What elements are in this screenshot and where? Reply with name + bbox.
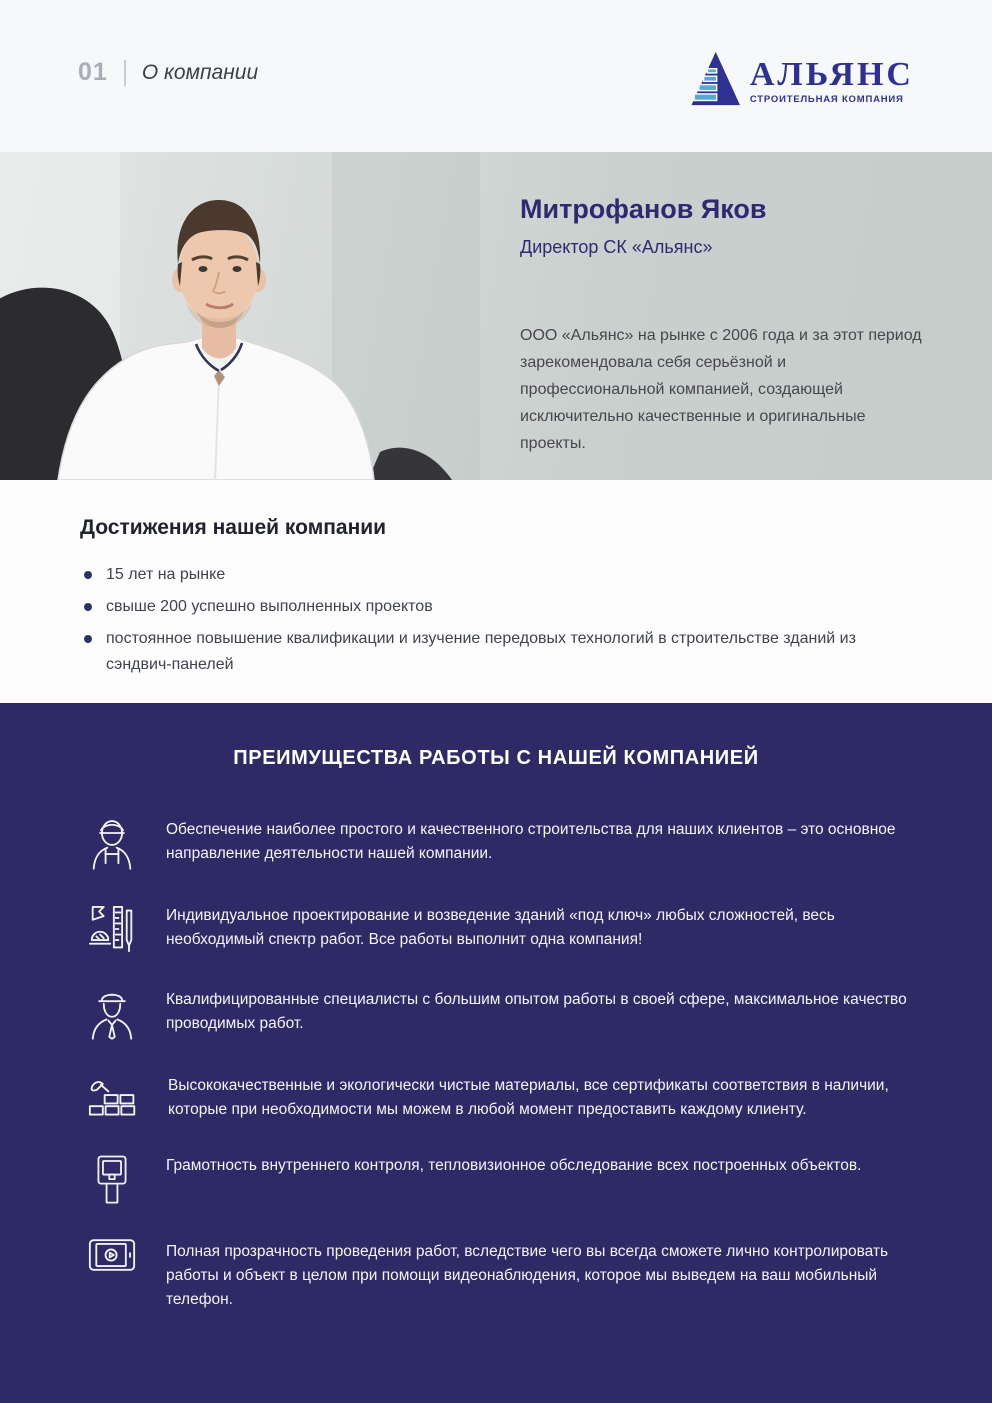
director-photo <box>0 152 480 485</box>
director-hero-band <box>0 152 992 480</box>
achievement-item: постоянное повышение квалификации и изучение передовых технологий в строительстве зданий из сэндвич-панелей <box>80 626 910 678</box>
company-description: ООО «Альянс» на рынке с 2006 года и за этот период зарекомендовала себя серьёзной и профессиональной компанией, создающей исключительно качественные и оригинальные проекты. <box>520 327 922 452</box>
achievements-list <box>80 562 912 678</box>
page-header <box>0 0 992 152</box>
section-number: 01 <box>78 58 108 86</box>
advantage-row <box>88 816 912 872</box>
thermal-camera-icon <box>88 1152 136 1208</box>
director-name: Митрофанов Яков <box>520 194 767 224</box>
director-position: Директор СК «Альянс» <box>520 237 713 257</box>
bricks-icon <box>88 1072 138 1120</box>
advantages-title: ПРЕИМУЩЕСТВА РАБОТЫ С НАШЕЙ КОМПАНИЕЙ <box>233 747 759 769</box>
advantage-text: Полная прозрачность проведения работ, вследствие чего вы всегда сможете лично контролировать работы и объект в целом при помощи видеонаблюдения, которое мы выведем на ваш мобильный телефон. <box>166 1243 889 1308</box>
page-title: О компании <box>141 60 259 84</box>
section-indicator <box>78 58 258 87</box>
advantage-row <box>88 1238 912 1312</box>
advantage-row <box>88 986 912 1042</box>
advantages-section <box>0 703 992 1403</box>
advantage-row <box>88 1072 912 1122</box>
separator-line <box>124 60 126 86</box>
advantage-text: Обеспечение наиболее простого и качественного строительства для наших клиентов – это основное направление деятельности нашей компании. <box>166 821 896 862</box>
achievements-section <box>0 480 992 703</box>
advantage-row <box>88 1152 912 1208</box>
pyramid-logo-icon <box>684 48 740 115</box>
advantage-row <box>88 902 912 956</box>
builder-icon <box>88 816 136 872</box>
advantage-text: Квалифицированные специалисты с большим опытом работы в своей сфере, максимальное качество проводимых работ. <box>166 991 907 1032</box>
advantage-text: Индивидуальное проектирование и возведение зданий «под ключ» любых сложностей, весь необходимый спектр работ. Все работы выполнит одна компания! <box>166 907 835 948</box>
drafting-tools-icon <box>88 902 136 956</box>
logo-tagline: СТРОИТЕЛЬНАЯ КОМПАНИЯ <box>749 94 904 105</box>
engineer-icon <box>88 986 136 1042</box>
achievements-title: Достижения нашей компании <box>80 516 387 539</box>
achievement-item: свыше 200 успешно выполненных проектов <box>80 594 910 620</box>
logo-text <box>750 58 914 105</box>
advantage-text: Высококачественные и экологически чистые материалы, все сертификаты соответствия в наличии, которые при необходимости мы можем в любой момент предоставить каждому клиенту. <box>168 1077 889 1118</box>
achievement-item: 15 лет на рынке <box>80 562 910 588</box>
smartphone-video-icon <box>88 1238 136 1272</box>
advantage-text: Грамотность внутреннего контроля, тепловизионное обследование всех построенных объектов. <box>166 1157 862 1174</box>
company-logo <box>684 48 914 115</box>
logo-name: АЛЬЯНС <box>749 56 914 93</box>
director-info <box>520 194 930 457</box>
